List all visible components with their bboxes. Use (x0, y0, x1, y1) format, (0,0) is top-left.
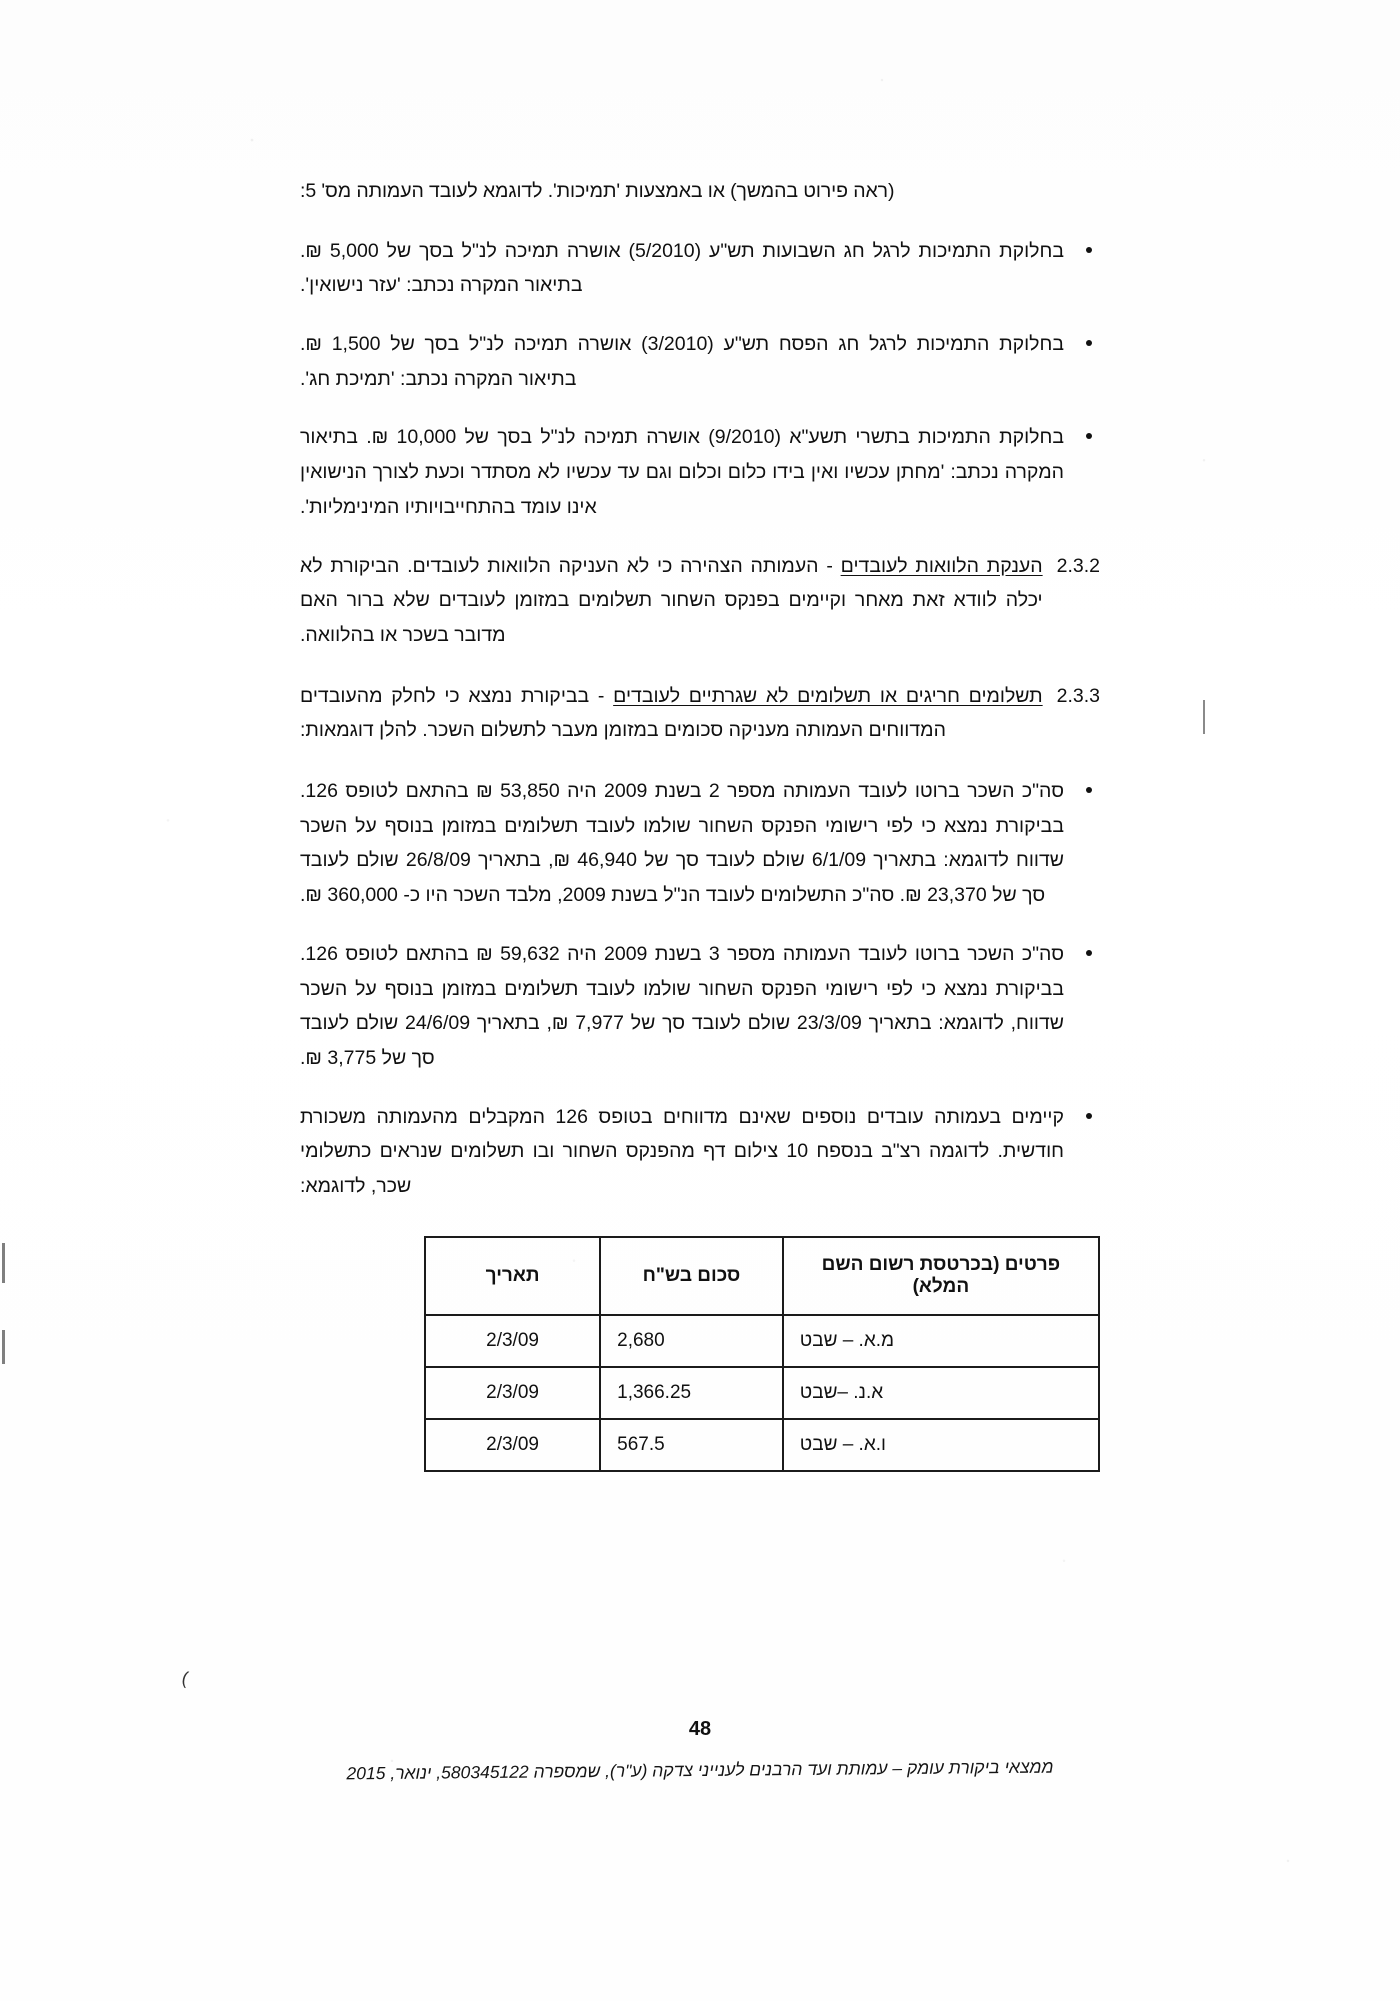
payments-table (424, 1236, 1100, 1472)
column-header-amount: סכום בש"ח (600, 1237, 783, 1315)
section-body (300, 549, 1043, 653)
section-2-3-3 (300, 679, 1100, 748)
cell-date: 2/3/09 (425, 1367, 600, 1419)
column-header-details: פרטים (בכרטסת רשום השם המלא) (783, 1237, 1099, 1315)
section-2-3-2 (300, 549, 1100, 653)
lead-paragraph: (ראה פירוט בהמשך) או באמצעות 'תמיכות'. לדוגמא לעובד העמותה מס' 5: (300, 180, 895, 202)
payments-table-wrapper (300, 1236, 1100, 1472)
scan-artifact-mark (2, 1243, 5, 1283)
section-heading: תשלומים חריגים או תשלומים לא שגרתיים לעובדים (613, 684, 1043, 707)
scan-artifact-mark (2, 1330, 5, 1364)
section-text: - העמותה הצהירה כי לא העניקה הלוואות לעובדים. הביקורת לא יכלה לוודא זאת מאחר וקיימים בפנקס השחור תשלומים במזומן לעובדים שלא ברור האם מדובר בשכר או בהלוואה. (300, 554, 1043, 646)
table-body (425, 1315, 1099, 1471)
list-item: קיימים בעמותה עובדים נוספים שאינם מדווחים בטופס 126 המקבלים מהעמותה משכורת חודשית. לדוגמה רצ"ב בנספח 10 צילום דף מהפנקס השחור ובו תשלומים שנראים כתשלומי שכר, לדוגמא: (300, 1100, 1100, 1204)
section-number: 2.3.3 (1056, 684, 1100, 707)
table-header (425, 1237, 1099, 1315)
list-item: בחלוקת התמיכות לרגל חג הפסח תש"ע (3/2010) אושרה תמיכה לנ"ל בסך של 1,500 ₪. בתיאור המקרה נכתב: 'תמיכת חג'. (300, 327, 1100, 396)
cell-date: 2/3/09 (425, 1315, 600, 1367)
list-item: סה"כ השכר ברוטו לעובד העמותה מספר 3 בשנת 2009 היה 59,632 ₪ בהתאם לטופס 126. בביקורת נמצא כי לפי רישומי הפנקס השחור שולמו לעובד תשלומים במזומן בנוסף על השכר שדווח, לדוגמא: בתאריך 23/3/09 שולם לעובד סך של 7,977 ₪, בתאריך 24/6/09 שולם לעובד סך של 3,775 ₪. (300, 937, 1100, 1076)
table-row (425, 1367, 1099, 1419)
page-number: 48 (688, 1718, 712, 1740)
table-row (425, 1315, 1099, 1367)
section-body (300, 679, 1043, 748)
cell-date: 2/3/09 (425, 1419, 600, 1471)
list-item: בחלוקת התמיכות בתשרי תשע"א (9/2010) אושרה תמיכה לנ"ל בסך של 10,000 ₪. בתיאור המקרה נכתב: 'מחתן עכשיו ואין בידו כלום וכלום וגם עד עכשיו לא מסתדר וכעת לצורך הנישואין אינו עומד בהתחייבויותיו המינימליות'. (300, 420, 1100, 524)
footer-note: ממצאי ביקורת עומק – עמותת ועד הרבנים לענייני צדקה (ע"ר), שמספרה 580345122, ינואר, 2015 (346, 1756, 1054, 1784)
scan-artifact-mark: ) (180, 1667, 191, 1689)
table-header-row (425, 1237, 1099, 1315)
list-item: סה"כ השכר ברוטו לעובד העמותה מספר 2 בשנת 2009 היה 53,850 ₪ בהתאם לטופס 126. בביקורת נמצא כי לפי רישומי הפנקס השחור שולמו לעובד תשלומים במזומן בנוסף על השכר שדווח לדוגמא: בתאריך 6/1/09 שולם לעובד סך של 46,940 ₪, בתאריך 26/8/09 שולם לעובד סך של 23,370 ₪. סה"כ התשלומים לעובד הנ"ל בשנת 2009, מלבד השכר היו כ- 360,000 ₪. (300, 774, 1100, 913)
cell-amount: 567.5 (600, 1419, 783, 1471)
support-grants-bullet-list (300, 234, 1100, 525)
column-header-date: תאריך (425, 1237, 600, 1315)
document-body (300, 176, 1100, 1472)
list-item: בחלוקת התמיכות לרגל חג השבועות תש"ע (5/2010) אושרה תמיכה לנ"ל בסך של 5,000 ₪. בתיאור המקרה נכתב: 'עזר נישואין'. (300, 234, 1100, 303)
examples-bullet-list (300, 774, 1100, 1204)
scan-artifact-mark (1203, 700, 1205, 734)
table-row (425, 1419, 1099, 1471)
section-text: - בביקורת נמצא כי לחלק מהעובדים המדווחים העמותה מעניקה סכומים במזומן מעבר לתשלום השכר. להלן דוגמאות: (300, 684, 946, 742)
cell-amount: 1,366.25 (600, 1367, 783, 1419)
cell-amount: 2,680 (600, 1315, 783, 1367)
cell-details: א.נ. –שבט (783, 1367, 1099, 1419)
section-heading: הענקת הלוואות לעובדים (840, 554, 1043, 577)
cell-details: מ.א. – שבט (783, 1315, 1099, 1367)
cell-details: ו.א. – שבט (783, 1419, 1099, 1471)
section-number: 2.3.2 (1056, 554, 1100, 577)
